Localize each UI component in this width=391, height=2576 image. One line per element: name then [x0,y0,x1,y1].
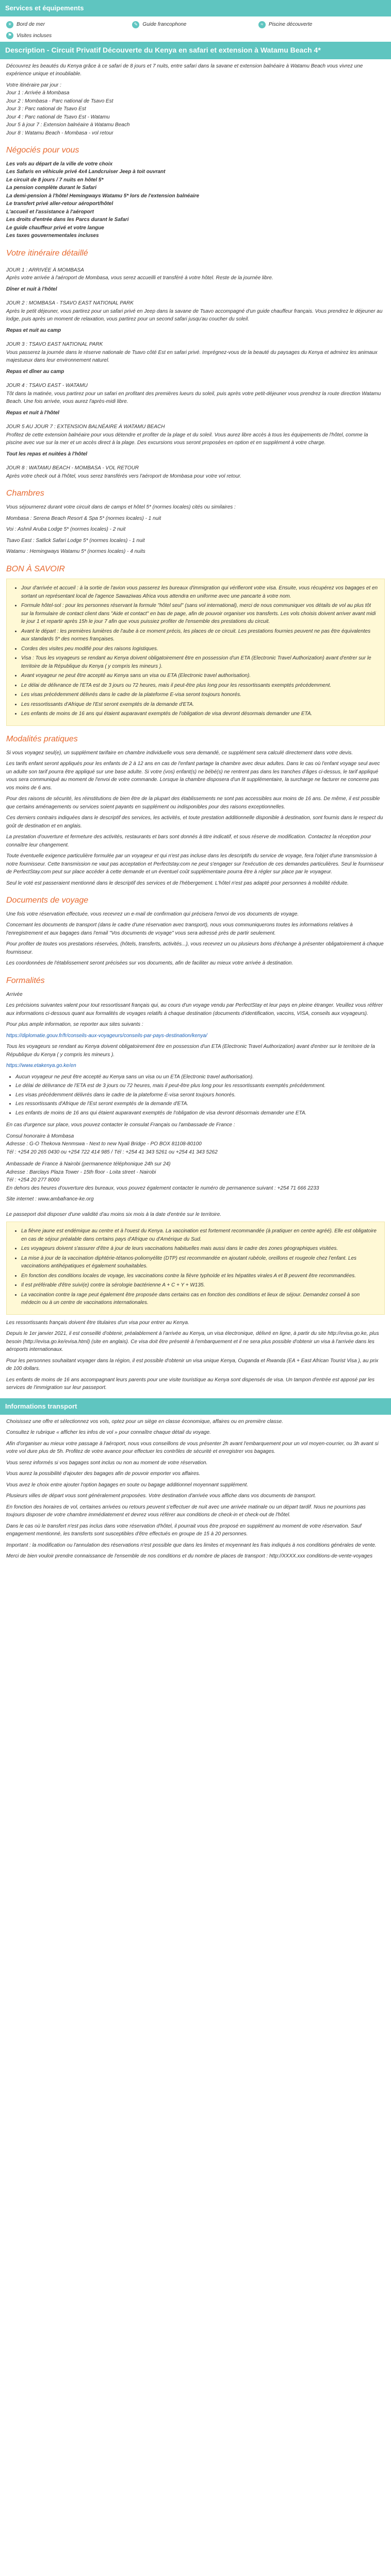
negocie-item: Les droits d'entrée dans les Parcs durant le Safari [6,217,129,223]
formalites-item: • Les visas précédemment délivrés dans le cadre de la plateforme E-visa seront toujours honorés. [15,1091,385,1099]
formalites-p6: Le passeport doit disposer d'une validité d'au moins six mois à la date d'entrée sur le territoire. [6,1211,222,1217]
documents-paragraph: Pour profiter de toutes vos prestations réservées, (hôtels, transferts, activités...), vous recevrez un ou plusieurs bons d'échange à présenter obligatoirement à chaque fournisseur. [6,941,384,955]
modalites-paragraph: Seul le voté est passeraient mentionné dans le descriptif des services et de l'hébergement. L'hôtel n'est pas adapté pour personnes à mobilité réduite. [6,880,349,886]
beach-icon: ☀ [6,21,13,28]
services-header: Services et équipements [0,0,391,16]
tour-icon: ⚑ [6,32,13,39]
itineraire-title: Votre itinéraire détaillé [6,248,88,258]
bon-savoir-title: BON À SAVOIR [6,564,65,573]
vaccin-item: • En fonction des conditions locales de voyage, les vaccinations contre la fièvre typhoïde et les hépatites virales A et B peuvent être recommandées. [21,1272,379,1280]
consulat-line: Consul honoraire à Mombasa [6,1133,74,1139]
day-text: Vous passerez la journée dans le réserve nationale de Tsavo côté Est en safari privé. Imprégnez-vous de la beauté du paysages du Kenya et admirez les animaux majestueux dans leur environnement naturel. [6,349,378,364]
negocie-item: Les vols au départ de la ville de votre choix [6,161,113,167]
chambre-item: Mombasa : Serena Beach Resort & Spa 5* (normes locales) - 1 nuit [6,515,161,521]
modalites-text [6,749,385,888]
chambre-item: Watamu : Hemingways Watamu 5* (normes locales) - 4 nuits [6,549,145,555]
chambre-item: Voi : Ashnil Aruba Lodge 5* (normes locales) - 2 nuit [6,527,126,533]
day-title: JOUR 8 : WATAMU BEACH - MOMBASA - VOL RETOUR [6,465,139,471]
formalites-p3: Tous les voyageurs se rendant au Kenya doivent obligatoirement être en possession d'un ETA (Electronic Travel Authorization) avant d'entrer sur le territoire de la République du Kenya ( y compris les mineurs ). [6,1044,375,1058]
transport-header: Informations transport [0,1398,391,1415]
vaccin-item: • La fièvre jaune est endémique au centre et à l'ouest du Kenya. La vaccination est fortement recommandée (à pratiquer en centre agréé). Elle est obligatoire en cas de séjour préalable dans certains pays d'Afrique ou d'Amérique du Sud. [21,1227,379,1243]
transport-paragraph: Important : la modification ou l'annulation des réservations n'est possible que dans les limites et moyennant les frais indiqués à nos conditions générales de vente. [6,1542,377,1548]
transport-paragraph: Plusieurs villes de départ vous sont généralement proposées. Votre destination d'arrivée vous affiche dans vos documents de transport. [6,1493,316,1499]
negocie-item: La demi-pension à l'hôtel Hemingways Watamu 5* lors de l'extension balnéaire [6,193,200,199]
feature-item [258,21,384,29]
chambre-item: Tsavo East : Satlick Safari Lodge 5* (normes locales) - 1 nuit [6,537,145,544]
vaccins-box [6,1222,385,1315]
consulat-line: Tél : +254 20 265 0430 ou +254 722 414 985 / Tél : +254 41 343 5261 ou +254 41 343 5262 [6,1149,218,1155]
formalites-item: • Les ressortissants d'Afrique de l'Est seront exemptés de la demande d'ETA. [15,1100,385,1108]
guide-icon: ✎ [132,21,139,28]
feature-label: Guide francophone [142,22,187,28]
day-meals: Tout les repas et nuitées à l'hôtel [6,451,88,457]
formalites-item: • Aucun voyageur ne peut être accepté au Kenya sans un visa ou un ETA (Electronic travel authorisation). [15,1073,385,1081]
bon-savoir-item: • Formule hôtel-sol : pour les personnes réservant la formule "hôtel seul" (sans vol international), merci de nous communiquer vos détails de vol au plus tôt sur la formulaire de contact client dans "Aide et contact" en bas de page, afin de pouvoir organiser vos transferts. Les vols choisis doivent arriver avant midi le jour 1 et repartir après 15h le jour 7 afin que vous puissiez profiter de l'ensemble des prestations du circuit. [21,602,379,626]
day-title: JOUR 2 : MOMBASA - TSAVO EAST NATIONAL PARK [6,300,134,307]
day-title: JOUR 5 AU JOUR 7 : EXTENSION BALNÉAIRE À WATAMU BEACH [6,424,165,430]
day-text: Après votre check out à l'hôtel, vous serez transférés vers l'aéroport de Mombasa pour votre vol retour. [6,473,241,479]
bon-savoir-item: • Avant le départ : les premières lumières de l'aube à ce moment précis, les places de ce circuit. Les prestations fournies peuvent ne pas être équivalentes aux standards 5* des normes françaises. [21,628,379,643]
bon-savoir-item: • Le délai de délivrance de l'ETA est de 3 jours ou 72 heures, mais il peut-être plus long pour les ressortissants exemptés précédemment. [21,682,379,690]
modalites-paragraph: Pour des raisons de sécurité, les réinstitutions de bien être de la plupart des établissements ne sont pas accessibles aux moins de 16 ans. De même, il est possible que certains aménagements ou services soient payants en supplément ou indisponibles pour des raisons exceptionnelles. [6,796,380,810]
day-title: JOUR 4 : TSAVO EAST - WATAMU [6,383,88,389]
day-meals: Dîner et nuit à l'hôtel [6,286,57,292]
program-item: Jour 3 : Parc national de Tsavo Est [6,106,86,112]
documents-paragraph: Les coordonnées de l'établissement seront précisées sur vos documents, afin de faciliter au mieux votre arrivée à destination. [6,960,294,967]
formalites-p2: Pour plus ample information, se reporter aux sites suivants : [6,1022,143,1028]
negocie-item: Le guide chauffeur privé et votre langue [6,225,104,231]
modalites-paragraph: La prestation d'ouverture et fermeture des activités, restaurants et bars sont donnés à titre indicatif, et sous réserve de modification. Contactez la réception pour connaître leur changement. [6,834,371,848]
ambassade-line: Ambassade de France à Nairobi (permanence téléphonique 24h sur 24) [6,1161,171,1167]
day-meals: Repas et dîner au camp [6,368,64,375]
negocie-item: Les Safaris en véhicule privé 4x4 Landcruiser Jeep à toit ouvrant [6,169,166,175]
formalites-p7: Les ressortissants français doivent être titulaires d'un visa pour entrer au Kenya. [6,1319,189,1326]
feature-label: Piscine découverte [268,22,313,28]
negocie-item: Le circuit de 8 jours / 7 nuits en hôtel 5* [6,177,104,183]
day-text: Après le petit déjeuner, vous partirez pour un safari privé en Jeep dans la savane de Tsavo accompagné d'un guide chauffeur français. Vous prendrez le déjeuner au lodge, puis après un moment de relaxation, vous partirez pour un second safari jusqu'au coucher du soleil. [6,308,383,323]
consulat-info [6,1132,385,1157]
transport-paragraph: Dans le cas où le transfert n'est pas inclus dans votre réservation d'hôtel, il pourrait vous être proposé en supplément au moment de votre réservation. Sauf engagement mentionné, les transferts sont susceptibles d'être effectués en groupe de 15 à 20 personnes. [6,1523,362,1537]
negocie-item: Le transfert privé aller-retour aéroport/hôtel [6,201,113,207]
formalites-title: Formalités [6,976,45,985]
modalites-paragraph: Toute éventuelle exigence particulière formulée par un voyageur et qui n'est pas incluse dans les descriptifs du service de voyage, fera l'objet d'une transmission à notre fournisseur. Cette transmission ne vaut pas acceptation et Perfectstay.com ne peut s'engager sur l'exécution de ces demandes particulières. Seul le fournisseur de PerfectStay.com peut sur place accéder à cette demande et un éventuel coût supplémentaire pourra être à régler sur place par le voyageur. [6,853,384,875]
program-item: Jour 5 à jour 7 : Extension balnéaire à Watamu Beach [6,122,130,128]
formalites-item: • Les enfants de moins de 16 ans qui étaient auparavant exemptés de l'obligation de visa devront désormais demander une ETA. [15,1109,385,1117]
pool-icon: ≈ [258,21,266,28]
day-text: Après votre arrivée à l'aéroport de Mombasa, vous serez accueilli et transféré à votre hôtel. Reste de la journée libre. [6,275,273,281]
formalites-arrivee: Arrivée [6,991,23,997]
day-text: Profitez de cette extension balnéaire pour vous détendre et profiter de la plage et du soleil. Vous aurez libre accès à tous les équipements de l'hôtel, comme la piscine avec vue sur la mer et un accès direct à la plage. Des excursions vous seront proposées en option et en supplément à votre charge. [6,432,368,446]
transport-paragraph: Vous serez informés si vos bagages sont inclus ou non au moment de votre réservation. [6,1460,208,1466]
bon-savoir-item: • Cordes des visites peu modifié pour des raisons logistiques. [21,645,379,653]
formalites-p10: Les enfants de moins de 16 ans accompagnant leurs parents pour une visite touristique au Kenya sont dispensés de visa. Un tampon d'entrée est apposé par les services de l'immigration sur leur passeport. [6,1377,375,1391]
transport-text [0,1415,391,1567]
bon-savoir-item: • Jour d'arrivée et accueil : à la sortie de l'avion vous passerez les bureaux d'immigration qui vérifieront votre visa. Ensuite, vous récupérez vos bagages et en sortant un représentant local de l'agence Sawaziwas Africa vous attendra en uniforme avec une pancarte à votre nom. [21,584,379,600]
formalites-p9: Pour les personnes souhaitant voyager dans la région, il est possible d'obtenir un visa unique Kenya, Ouganda et Rwanda (EA + East African Tourist Visa ), au prix de 100 dollars. [6,1358,379,1372]
transport-paragraph: Vous aurez la possibilité d'ajouter des bagages afin de pouvoir emporter vos affaires. [6,1471,201,1477]
program-item: Jour 8 : Watamu Beach - Mombasa - vol retour [6,130,113,136]
ambassade-line: Adresse : Barclays Plaza Tower - 15th floor - Loita street - Nairobi [6,1169,156,1175]
feature-item [132,21,258,29]
program-item: Jour 2 : Mombasa - Parc national de Tsavo Est [6,98,113,104]
formalites-p1: Les précisions suivantes valent pour tout ressortissant français qui, au cours d'un voyage vendu par PerfectStay et leur pays en pleine étranger. Veuillez vous référer aux informations ci-dessous quant aux formalités de voyages relatifs à chaque destination (documents d'identification, vaccins, VISA, conseils aux voyageurs). [6,1003,383,1016]
formalites-p4: En cas d'urgence sur place, vous pouvez contacter le consulat Français ou l'ambassade de France : [6,1122,235,1128]
modalites-title: Modalités pratiques [6,734,78,743]
conseils-link[interactable]: https://diplomatie.gouv.fr/fr/conseils-aux-voyageurs/conseils-par-pays-destination/kenya/ [6,1032,207,1039]
vaccin-item: • La vaccination contre la rage peut également être proposée dans certains cas en fonction des conditions et lieux de séjour. Demandez conseil à son médecin ou à un centre de vaccinations internationales. [21,1291,379,1307]
chambres-intro: Vous séjournerez durant votre circuit dans de camps et hôtel 5* (normes locales) cités ou similaires : [6,504,236,511]
description-header: Description - Circuit Privatif Découverte du Kenya en safari et extension à Watamu Beach 4* [0,42,391,59]
feature-label: Bord de mer [17,22,45,28]
chambres-title: Chambres [6,489,44,498]
formalites-p5: En dehors des heures d'ouverture des bureaux, vous pouvez également contacter le numéro de permanence suivant : +254 71 666 2233 [6,1185,319,1191]
consulat-line: Adresse : G-O Thekova Nenmswa - Next to new Nyali Bridge - PO BOX 81108-80100 [6,1141,202,1147]
transport-paragraph: Consultez le rubrique « afficher les infos de vol » pour connaître chaque détail du voyage. [6,1430,211,1436]
program-label: Votre itinéraire par jour : [6,82,61,88]
program-list [6,81,385,138]
feature-label: Visites incluses [17,32,52,39]
bon-savoir-item: • Avant voyageur ne peut être accepté au Kenya sans un visa ou ETA (Electronic travel authorisation). [21,672,379,680]
bon-savoir-box [6,579,385,726]
features-list [0,16,391,42]
transport-paragraph: Choisissez une offre et sélectionnez vos vols, optez pour un siège en classe économique, affaires ou en première classe. [6,1418,283,1425]
documents-paragraph: Concernant les documents de transport (dans le cadre d'une réservation avec transport), nous vous communiquerons toutes les informations relatives à l'enregistrement et aux bagages dans l'email "Vos documents de voyage" vous sera adressé près de partir seulement. [6,922,353,936]
transport-paragraph: En fonction des horaires de vol, certaines arrivées ou retours peuvent s'effectuer de nuit avec une arrivée matinale ou un départ tardif. Nous ne pourrions pas toujours disposer de votre chambre immédiatement et devrez vous référer aux conditions de check-in et check-out de l'hôtel. [6,1504,366,1518]
day-text: Tôt dans la matinée, vous partirez pour un safari en profitant des premières lueurs du soleil, puis après votre petit-déjeuner vous prendrez la route direction Watamu Beach. Une fois arrivée, vous aurez l'après-midi libre. [6,391,381,405]
ambassade-info [6,1160,385,1184]
negocie-item: L'accueil et l'assistance à l'aéroport [6,209,94,215]
vaccin-item: • Il est préférable d'être suivi(e) contre la sérologie bactérienne A + C + Y + W135. [21,1281,379,1290]
ambassade-line: Tél : +254 20 277 8000 [6,1177,60,1183]
day-meals: Repas et nuit à l'hôtel [6,410,59,416]
negocie-item: La pension complète durant le Safari [6,185,97,191]
modalites-paragraph: Les tarifs enfant seront appliqués pour les enfants de 2 à 12 ans en cas de l'enfant partage la chambre avec deux adultes. Dans le cas où l'enfant voyage seul avec un adulte son tarif pourra être appliqué sur une base adulte. Si votre (vos) enfant(s) ne bébé(s) ne rentrent pas dans les tranches d'âges ci-dessus, le tarif appliqué vous sera communiqué au moment de l'envoi de votre commande. Lorsque la chambre disposera d'un lit supplémentaire, la surcharge ne facturer ne concerne pas vos moins de 6 ans. [6,761,380,791]
transport-paragraph: Merci de bien vouloir prendre connaissance de l'ensemble de nos conditions et du nombre de places de transport : http://XXXX.xxx conditions-de-vente-voyages [6,1553,373,1560]
negocies-title: Négociés pour vous [6,146,79,155]
modalites-paragraph: Si vous voyagez seul(e), un supplément tarifaire en chambre individuelle vous sera demandé, ce supplément sera calculé directement dans votre devis. [6,750,353,756]
negocie-item: Les taxes gouvernementales incluses [6,233,99,239]
program-item: Jour 4 : Parc national de Tsavo Est - Watamu [6,114,110,120]
transport-paragraph: Vous avez le choix entre ajouter l'option bagages en soute ou bagage additionnel moyennant supplément. [6,1482,249,1488]
bon-savoir-item: • Les ressortissants d'Afrique de l'Est seront exemptés de la demande d'ETA. [21,701,379,709]
vaccin-item: • La mise à jour de la vaccination diphtérie-tétanos-poliomyélite (DTP) est recommandée en ajoutant rubéole, oreillons et rougeole chez l'enfant. Les vaccinations antihépatiques et également souhaitables. [21,1255,379,1270]
bon-savoir-item: • Visa : Tous les voyageurs se rendant au Kenya doivent obligatoirement être en possession d'un ETA (Electronic Travel Authorization) avant d'entrer sur le territoire de la République du Kenya ( y compris les mineurs ). [21,654,379,670]
day-title: JOUR 3 : TSAVO EAST NATIONAL PARK [6,342,103,348]
chambres-list [6,515,385,556]
transport-paragraph: Afin d'organiser au mieux votre passage à l'aéroport, nous vous conseillons de vous présenter 2h avant l'embarquement pour un vol moyen-courrier, ou 3h avant si votre vol dure plus de 5h. Profitez de votre avance pour effectuer les contrôles de sécurité et enregistrer vos bagages. [6,1440,379,1455]
feature-item [6,32,132,40]
modalites-paragraph: Ces derniers contrairs indiquées dans le descriptif des services, les activités, et toute prestation additionnelle disponible à destination, sont fournis dans le respect du goût de destination et en anglais. [6,815,383,829]
vaccin-item: • Les voyageurs doivent s'assurer d'être à jour de leurs vaccinations habituelles mais aussi dans le cadre des zones géographiques visitées. [21,1245,379,1253]
bon-savoir-item: • Les enfants de moins de 16 ans qui étaient auparavant exemptés de l'obligation de visa devront désormais demander une ETA. [21,710,379,718]
description-intro: Découvrez les beautés du Kenya grâce à ce safari de 8 jours et 7 nuits, entre safari dans la savane et extension balnéaire à Watamu Beach vous vivrez une expérience unique et inoubliable. [6,63,363,77]
day-title: JOUR 1 : ARRIVÉE À MOMBASA [6,267,84,273]
negocies-list [6,160,385,240]
formalites-item: • Le délai de délivrance de l'ETA est de 3 jours ou 72 heures, mais il peut-être plus long pour les ressortissants exemptés précédemment. [15,1082,385,1090]
documents-title: Documents de voyage [6,896,89,905]
program-item: Jour 1 : Arrivée à Mombasa [6,90,70,96]
site-link[interactable]: Site internet : www.ambafrance-ke.org [6,1196,94,1202]
day-meals: Repas et nuit au camp [6,327,61,333]
itineraire-days [6,266,385,481]
formalites-p8: Depuis le 1er janvier 2021, il est conseillé d'obtenir, préalablement à l'arrivée au Kenya, un visa électronique, délivré en ligne, à partir du site http://evisa.go.ke, plus besoin (http://evisa.go.ke/evisa.html) (site en anglais). Ce visa doit être présenté à l'embarquement et il ne sera plus possible d'obtenir un visa à l'arrivée dans les aéroports internationaux. [6,1331,379,1353]
documents-paragraph: Une fois votre réservation effectuée, vous recevrez un e-mail de confirmation qui précisera l'envoi de vos documents de voyage. [6,911,299,917]
feature-item [6,21,132,29]
bon-savoir-item: • Les visas précédemment délivrés dans le cadre de la plateforme E-visa seront toujours honorés. [21,691,379,699]
documents-text [6,910,385,968]
eta-link[interactable]: https://www.etakenya.go.ke/en [6,1063,76,1069]
formalites-list [15,1073,385,1117]
